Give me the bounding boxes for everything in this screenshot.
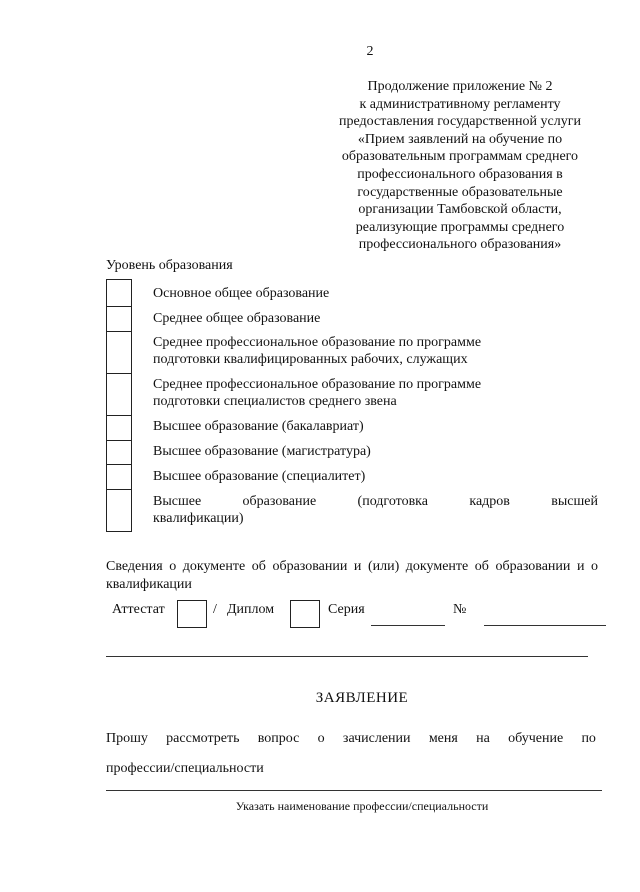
education-level-label-line: квалификации) xyxy=(153,511,244,526)
education-level-checkbox[interactable] xyxy=(106,464,132,489)
education-level-label xyxy=(153,493,598,527)
education-document-info: Сведения о документе об образовании и (или) документе об образовании и о квалификации xyxy=(106,559,598,592)
education-level-checkbox[interactable] xyxy=(106,415,132,440)
attestat-label: Аттестат xyxy=(112,602,165,617)
appendix-line: государственные образовательные xyxy=(357,184,563,200)
statement-request-line: профессии/специальности xyxy=(106,761,264,776)
number-input[interactable] xyxy=(484,600,606,626)
education-level-label: Высшее образование (специалитет) xyxy=(153,469,366,484)
request-word: меня xyxy=(428,731,458,746)
series-input[interactable] xyxy=(371,600,445,626)
slash-separator: / xyxy=(213,602,217,617)
education-level-checkbox[interactable] xyxy=(106,489,132,532)
request-word: на xyxy=(476,731,490,746)
education-level-label: Среднее общее образование xyxy=(153,311,321,326)
profession-input-line[interactable] xyxy=(106,790,602,791)
request-word: рассмотреть xyxy=(166,731,240,746)
education-level-checkbox[interactable] xyxy=(106,440,132,464)
education-level-option-specialist xyxy=(106,464,598,489)
education-level-label-line: Среднее профессиональное образование по программе xyxy=(153,377,482,392)
education-level-option-master xyxy=(106,440,598,464)
diploma-label: Диплом xyxy=(227,602,275,617)
diploma-checkbox[interactable] xyxy=(290,600,320,628)
education-level-label: Высшее образование (бакалавриат) xyxy=(153,419,364,434)
education-level-label-line: Высшее образование (подготовка кадров высшей xyxy=(153,494,598,509)
education-level-checkbox[interactable] xyxy=(106,331,132,373)
profession-hint: Указать наименование профессии/специальности xyxy=(235,799,489,813)
appendix-line: образовательным программам среднего xyxy=(341,149,579,165)
request-word: Прошу xyxy=(106,731,148,746)
number-label: № xyxy=(453,602,467,617)
appendix-line: Продолжение приложение № 2 xyxy=(367,79,553,94)
education-level-label-line: подготовки квалифицированных рабочих, служащих xyxy=(153,352,468,367)
education-level-option-secondary-general xyxy=(106,306,598,331)
request-word: по xyxy=(581,731,596,746)
series-label: Серия xyxy=(328,602,365,617)
attestat-checkbox[interactable] xyxy=(177,600,207,628)
appendix-line: реализующие программы среднего xyxy=(355,219,565,235)
education-level-checkbox[interactable] xyxy=(106,306,132,331)
education-level-label-line: подготовки специалистов среднего звена xyxy=(153,394,397,409)
appendix-line: организации Тамбовской области, xyxy=(358,202,562,218)
education-level-option-spo-workers xyxy=(106,331,598,373)
statement-request xyxy=(106,728,596,780)
education-document-fields xyxy=(106,600,606,628)
education-level-heading: Уровень образования xyxy=(106,258,233,273)
appendix-line: профессионального образования» xyxy=(358,237,562,253)
statement-request-line xyxy=(106,728,596,750)
education-level-checkbox[interactable] xyxy=(106,373,132,415)
page-number: 2 xyxy=(366,44,374,59)
education-level-label: Высшее образование (магистратура) xyxy=(153,444,371,459)
document-details-line[interactable] xyxy=(106,656,588,657)
education-level-option-higher-qualification xyxy=(106,489,598,532)
appendix-line: предоставления государственной услуги xyxy=(339,114,581,130)
education-level-option-spo-specialists xyxy=(106,373,598,415)
education-level-label xyxy=(153,376,598,410)
request-word: вопрос xyxy=(257,731,300,746)
request-word: обучение xyxy=(508,731,564,746)
education-level-option-basic-general xyxy=(106,279,598,306)
education-level-label-line: Среднее профессиональное образование по программе xyxy=(153,335,482,350)
education-level-label xyxy=(153,334,598,368)
education-level-label: Основное общее образование xyxy=(153,286,330,301)
request-word: о xyxy=(317,731,325,746)
appendix-header xyxy=(320,78,600,254)
statement-title: ЗАЯВЛЕНИЕ xyxy=(315,690,409,706)
education-level-option-bachelor xyxy=(106,415,598,440)
appendix-line: к административному регламенту xyxy=(359,96,561,112)
request-word: зачислении xyxy=(342,731,411,746)
education-level-checkbox[interactable] xyxy=(106,279,132,306)
appendix-line: «Прием заявлений на обучение по xyxy=(357,131,563,147)
appendix-line: профессионального образования в xyxy=(357,166,563,182)
